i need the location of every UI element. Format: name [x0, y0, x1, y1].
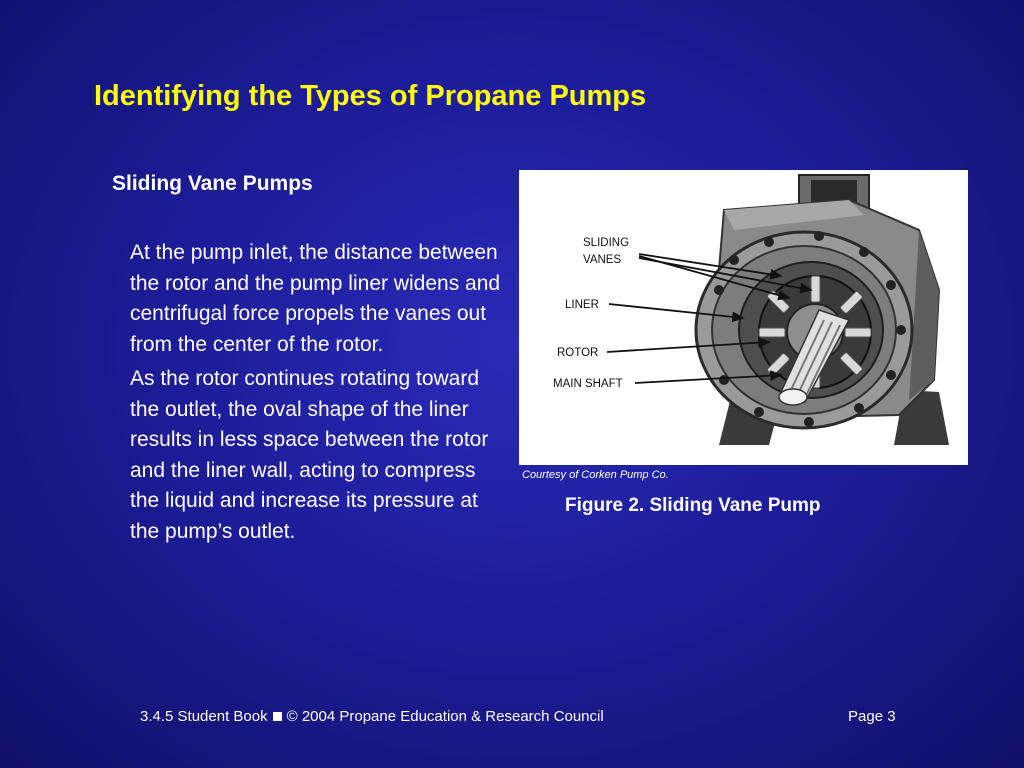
label-rotor: ROTOR	[557, 347, 599, 359]
paragraph-inlet: At the pump inlet, the distance between the rotor and the pump liner widens and centrifugal force propels the vanes out from the center of the rotor.	[130, 241, 501, 356]
page-number: Page 3	[848, 708, 896, 725]
figure-caption: Figure 2. Sliding Vane Pump	[565, 495, 821, 516]
footer-book: 3.4.5 Student Book	[140, 708, 268, 725]
label-liner: LINER	[565, 299, 599, 311]
section-heading: Sliding Vane Pumps	[112, 172, 313, 195]
image-credit: Courtesy of Corken Pump Co.	[522, 469, 669, 481]
square-bullet-icon	[273, 712, 282, 721]
footer	[140, 708, 604, 725]
pump-figure	[519, 170, 968, 465]
body-text	[130, 238, 502, 551]
footer-copyright: © 2004 Propane Education & Research Council	[286, 708, 604, 725]
label-main-shaft: MAIN SHAFT	[553, 378, 623, 390]
label-sliding: SLIDING	[583, 237, 630, 249]
sliding-vane-pump-illustration	[519, 170, 968, 465]
label-vanes: VANES	[583, 254, 622, 266]
paragraph-outlet: As the rotor continues rotating toward the outlet, the oval shape of the liner results in less space between the rotor and the liner wall, acting to compress the liquid and increase its pressure at the pump’s outlet.	[130, 367, 489, 543]
slide-title: Identifying the Types of Propane Pumps	[94, 80, 647, 112]
